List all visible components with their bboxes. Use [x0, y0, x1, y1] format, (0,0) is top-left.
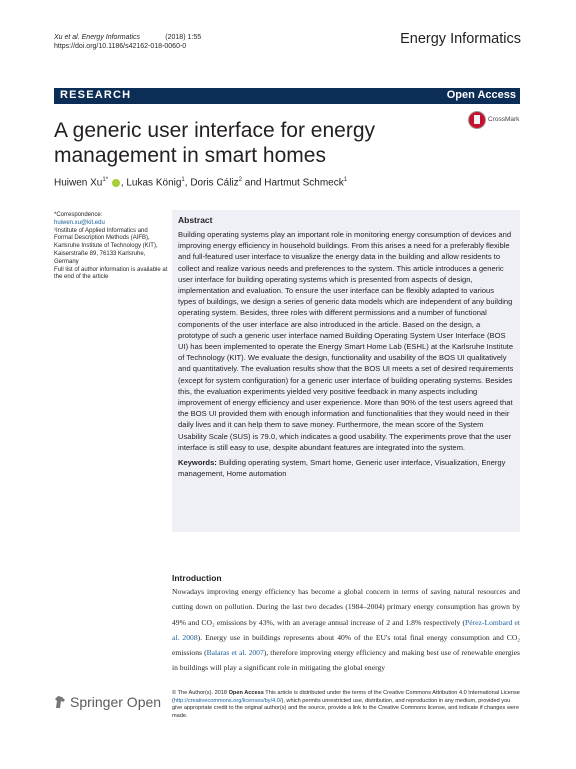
author-sup: 1	[343, 177, 348, 183]
citation-header	[54, 33, 201, 51]
author-name[interactable]: Doris Cáliz	[190, 177, 239, 189]
author-name[interactable]: Huiwen Xu	[54, 177, 103, 189]
intro-heading: Introduction	[172, 573, 222, 583]
author-name[interactable]: Hartmut Schmeck	[264, 177, 344, 189]
intro-text-2: ). Energy use in buildings represents about 40% of the EU's total final energy consumption and CO₂ emissions (	[172, 632, 520, 658]
author-sup: 1*	[102, 177, 109, 183]
author-info-note: Full list of author information is available at the end of the article	[54, 266, 168, 281]
keywords-text: Building operating system, Smart home, Generic user interface, Visualization, Energy management, Home automation	[178, 458, 506, 479]
affiliation-block	[54, 212, 168, 282]
reference-link[interactable]: Balaras et al. 2007	[206, 648, 264, 658]
license-open-access: Open Access	[228, 690, 264, 696]
license-text-b: ), which permits unrestricted use, distribution, and reproduction in any medium, provided you give appropriate credit to the original author(s) and the source, provide a link to the Creative Commons license, and indicate if changes were made.	[172, 697, 520, 719]
publisher-logo	[54, 690, 164, 716]
citation-year: (2018) 1:55	[165, 34, 202, 41]
open-access-label: Open Access	[446, 89, 516, 101]
keywords	[178, 457, 514, 479]
article-title: A generic user interface for energy management in smart homes	[54, 119, 376, 167]
author-name[interactable]: Lukas König	[126, 177, 182, 189]
abstract-heading: Abstract	[178, 215, 213, 225]
author-list: Huiwen $Xu^{1*}$ , Lukas König$^1$, Doris Cáliz$^2$ and Hartmut Schmeck$^1$	[54, 177, 348, 189]
citation-journal: Energy Informatics	[81, 34, 140, 41]
license-text	[172, 690, 520, 720]
orcid-icon[interactable]	[112, 179, 120, 187]
keywords-label: Keywords:	[178, 458, 217, 468]
license-link[interactable]: http://creativecommons.org/licenses/by/4.0/	[173, 697, 282, 704]
crossmark-label: CrossMark	[488, 116, 520, 123]
license-text-a: This article is distributed under the terms of the Creative Commons Attribution 4.0 International License (	[172, 690, 520, 704]
correspondence-email[interactable]: huiwen.xu@kit.edu	[54, 219, 105, 226]
crossmark-badge[interactable]	[468, 110, 530, 134]
journal-name: Energy Informatics	[400, 31, 521, 47]
author-sup: 2	[238, 177, 243, 183]
doi-link[interactable]: https://doi.org/10.1186/s42162-018-0060-0	[54, 43, 187, 50]
author-sup: 1	[181, 177, 185, 183]
publisher-name: Springer Open	[70, 694, 162, 710]
intro-text-1: Nowadays improving energy efficiency has become a global concern in terms of saving natural resources and cutting down on pollution. During the last two decades (1984–2004) primary energy consumption has grown by 49% and CO₂ emissions by 43%, with an average annual increase of 2 and 1.8% respectively (	[172, 587, 520, 627]
correspondence-label: *Correspondence:	[54, 212, 103, 218]
intro-paragraph	[172, 584, 520, 676]
abstract-box	[172, 210, 520, 532]
citation-authors: Xu et al.	[54, 34, 80, 41]
springer-horse-icon	[54, 695, 66, 709]
article-type-label: RESEARCH	[60, 89, 132, 101]
crossmark-icon	[468, 111, 486, 129]
reference-link[interactable]: Pérez-Lombard et al. 2008	[172, 617, 521, 642]
article-type-banner	[54, 88, 520, 104]
abstract-text: Building operating systems play an important role in monitoring energy consumption of devices and improving energy efficiency in household buildings. From this arises a need for a preferably flexible and full-featured user interface to visualize the energy data in the building and allow residents to collect and realize various needs and preferences to the system. This article introduces a generic user interface for building operating systems which is presented from aspects of design, implementation and evaluation. To ensure the user interface can be flexibly adapted to various types of buildings, we design a series of generic data models which are independent of any building operating system. Besides, three roles with different permissions and a number of functional components of the user interface are also introduced in the article. Based on the design, a prototype of such a generic user interface named Building Operating System User Interface (BOS UI) has been implemented to operate the Energy Smart Home Lab (ESHL) at the Karlsruhe Institute of Technology (KIT). We evaluate the design, functionality and usability of the BOS UI qualitatively and quantitatively. The evaluation results show that the BOS UI meets a set of desired requirements (except for system configuration) for a generic user interface of building operating systems. Besides this, the evaluation experiments yielded very positive feedback in many aspects including improvement of energy efficiency and user experience. More than 90% of the test users agreed that the BOS UI provided them with enough information and functionalities that they would need in their daily lives and it can help them to save money. Furthermore, the mean score of the System Usability Scale (SUS) is 79.0, which indicates a good usability. The experiments prove that the user interface is still easy to use, despite abundant features are integrated into the system.	[178, 230, 514, 452]
license-copyright: © The Author(s). 2018	[172, 690, 229, 696]
intro-text-3: ), therefore improving energy efficiency and making best use of renewable energies in buildings will play a significant role in mitigating the global energy	[172, 648, 520, 673]
institute-text: ¹Institute of Applied Informatics and Formal Description Methods (AIFB), Karlsruhe Institute of Technology (KIT), Kaiserstraße 89, 76133 Karlsruhe, Germany	[54, 227, 158, 265]
